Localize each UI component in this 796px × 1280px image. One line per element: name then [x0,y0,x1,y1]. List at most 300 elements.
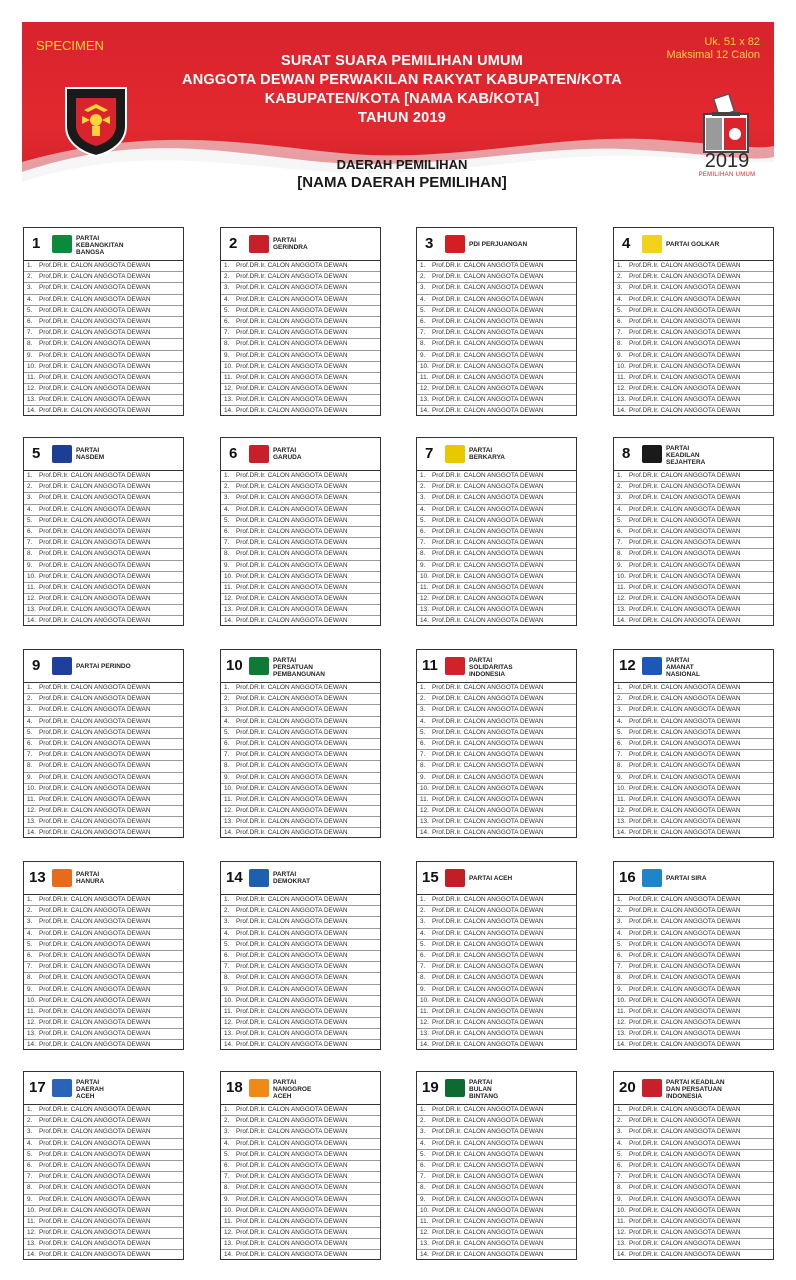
candidate-row[interactable] [614,1116,773,1127]
candidate-row[interactable] [221,1018,380,1029]
candidate-row[interactable] [417,1029,576,1040]
candidate-row[interactable] [417,728,576,739]
party-box-7[interactable] [416,437,577,626]
candidate-row[interactable] [221,362,380,373]
party-box-20[interactable] [613,1071,774,1260]
candidate-row[interactable] [221,351,380,362]
candidate-row[interactable] [417,471,576,482]
candidate-row[interactable] [221,295,380,306]
candidate-row[interactable] [24,795,183,806]
candidate-row[interactable] [221,583,380,594]
party-box-3[interactable] [416,227,577,416]
candidate-row[interactable] [24,694,183,705]
candidate-row[interactable] [614,728,773,739]
party-header[interactable] [417,1072,576,1105]
candidate-row[interactable] [614,272,773,283]
candidate-row[interactable] [221,683,380,694]
candidate-row[interactable] [24,1239,183,1250]
candidate-row[interactable] [417,985,576,996]
candidate-row[interactable] [614,929,773,940]
candidate-row[interactable] [24,362,183,373]
party-box-5[interactable] [23,437,184,626]
party-box-4[interactable] [613,227,774,416]
candidate-row[interactable] [24,1040,183,1051]
party-box-2[interactable] [220,227,381,416]
candidate-row[interactable] [221,694,380,705]
candidate-row[interactable] [24,750,183,761]
candidate-row[interactable] [221,605,380,616]
candidate-row[interactable] [417,951,576,962]
candidate-row[interactable] [417,906,576,917]
candidate-row[interactable] [614,561,773,572]
candidate-row[interactable] [417,784,576,795]
party-header[interactable] [417,228,576,261]
candidate-row[interactable] [221,406,380,417]
candidate-row[interactable] [614,906,773,917]
candidate-row[interactable] [221,328,380,339]
candidate-row[interactable] [614,1172,773,1183]
candidate-row[interactable] [221,505,380,516]
candidate-row[interactable] [417,561,576,572]
candidate-row[interactable] [417,683,576,694]
candidate-row[interactable] [221,817,380,828]
candidate-row[interactable] [24,339,183,350]
candidate-row[interactable] [24,705,183,716]
candidate-row[interactable] [614,973,773,984]
candidate-row[interactable] [24,538,183,549]
candidate-row[interactable] [24,761,183,772]
candidate-row[interactable] [614,616,773,627]
party-header[interactable] [221,228,380,261]
party-box-18[interactable] [220,1071,381,1260]
candidate-row[interactable] [24,940,183,951]
candidate-row[interactable] [24,1250,183,1261]
candidate-row[interactable] [24,516,183,527]
candidate-row[interactable] [221,1206,380,1217]
candidate-row[interactable] [614,317,773,328]
candidate-row[interactable] [614,1040,773,1051]
candidate-row[interactable] [221,384,380,395]
candidate-row[interactable] [221,306,380,317]
candidate-row[interactable] [417,1116,576,1127]
candidate-row[interactable] [614,717,773,728]
candidate-row[interactable] [614,351,773,362]
candidate-row[interactable] [221,739,380,750]
candidate-row[interactable] [221,1040,380,1051]
candidate-row[interactable] [221,1105,380,1116]
candidate-row[interactable] [417,351,576,362]
candidate-row[interactable] [24,493,183,504]
candidate-row[interactable] [417,1228,576,1239]
candidate-row[interactable] [417,694,576,705]
candidate-row[interactable] [417,717,576,728]
candidate-row[interactable] [24,951,183,962]
candidate-row[interactable] [614,295,773,306]
candidate-row[interactable] [24,996,183,1007]
candidate-row[interactable] [221,1239,380,1250]
candidate-row[interactable] [417,317,576,328]
candidate-row[interactable] [417,583,576,594]
candidate-row[interactable] [417,328,576,339]
candidate-row[interactable] [24,1139,183,1150]
candidate-row[interactable] [221,1195,380,1206]
candidate-row[interactable] [221,594,380,605]
candidate-row[interactable] [221,1116,380,1127]
candidate-row[interactable] [614,1250,773,1261]
candidate-row[interactable] [417,795,576,806]
candidate-row[interactable] [24,295,183,306]
candidate-row[interactable] [221,705,380,716]
candidate-row[interactable] [614,516,773,527]
candidate-row[interactable] [614,1127,773,1138]
candidate-row[interactable] [614,384,773,395]
candidate-row[interactable] [221,973,380,984]
candidate-row[interactable] [417,395,576,406]
candidate-row[interactable] [24,384,183,395]
candidate-row[interactable] [417,962,576,973]
candidate-row[interactable] [614,493,773,504]
candidate-row[interactable] [614,1018,773,1029]
candidate-row[interactable] [24,739,183,750]
candidate-row[interactable] [614,395,773,406]
party-box-15[interactable] [416,861,577,1050]
candidate-row[interactable] [221,516,380,527]
candidate-row[interactable] [614,750,773,761]
candidate-row[interactable] [417,594,576,605]
candidate-row[interactable] [614,362,773,373]
candidate-row[interactable] [24,1206,183,1217]
candidate-row[interactable] [221,272,380,283]
candidate-row[interactable] [221,940,380,951]
candidate-row[interactable] [614,996,773,1007]
candidate-row[interactable] [417,339,576,350]
party-box-16[interactable] [613,861,774,1050]
candidate-row[interactable] [614,482,773,493]
candidate-row[interactable] [614,1161,773,1172]
candidate-row[interactable] [614,1195,773,1206]
candidate-row[interactable] [221,1217,380,1228]
party-header[interactable] [417,438,576,471]
candidate-row[interactable] [614,572,773,583]
party-header[interactable] [417,650,576,683]
candidate-row[interactable] [417,705,576,716]
candidate-row[interactable] [24,1217,183,1228]
party-header[interactable] [24,862,183,895]
candidate-row[interactable] [417,1195,576,1206]
candidate-row[interactable] [24,272,183,283]
candidate-row[interactable] [24,527,183,538]
candidate-row[interactable] [417,384,576,395]
candidate-row[interactable] [24,583,183,594]
candidate-row[interactable] [221,1172,380,1183]
party-box-14[interactable] [220,861,381,1050]
candidate-row[interactable] [614,583,773,594]
candidate-row[interactable] [221,493,380,504]
candidate-row[interactable] [221,561,380,572]
candidate-row[interactable] [24,1029,183,1040]
candidate-row[interactable] [24,985,183,996]
candidate-row[interactable] [24,406,183,417]
candidate-row[interactable] [24,773,183,784]
candidate-row[interactable] [614,795,773,806]
candidate-row[interactable] [614,962,773,973]
candidate-row[interactable] [221,996,380,1007]
candidate-row[interactable] [24,973,183,984]
candidate-row[interactable] [417,1127,576,1138]
candidate-row[interactable] [24,717,183,728]
candidate-row[interactable] [417,828,576,839]
party-box-8[interactable] [613,437,774,626]
candidate-row[interactable] [614,917,773,928]
candidate-row[interactable] [221,761,380,772]
candidate-row[interactable] [417,1018,576,1029]
party-header[interactable] [221,862,380,895]
candidate-row[interactable] [221,784,380,795]
candidate-row[interactable] [221,951,380,962]
candidate-row[interactable] [417,1139,576,1150]
candidate-row[interactable] [24,1105,183,1116]
candidate-row[interactable] [417,1183,576,1194]
candidate-row[interactable] [24,482,183,493]
candidate-row[interactable] [417,549,576,560]
candidate-row[interactable] [24,1127,183,1138]
party-header[interactable] [417,862,576,895]
candidate-row[interactable] [24,261,183,272]
candidate-row[interactable] [417,1007,576,1018]
party-header[interactable] [614,650,773,683]
candidate-row[interactable] [24,1195,183,1206]
candidate-row[interactable] [221,317,380,328]
candidate-row[interactable] [417,1206,576,1217]
candidate-row[interactable] [221,1007,380,1018]
candidate-row[interactable] [24,1183,183,1194]
candidate-row[interactable] [417,516,576,527]
candidate-row[interactable] [221,283,380,294]
candidate-row[interactable] [24,806,183,817]
candidate-row[interactable] [221,1250,380,1261]
candidate-row[interactable] [221,538,380,549]
candidate-row[interactable] [221,527,380,538]
party-header[interactable] [221,1072,380,1105]
candidate-row[interactable] [24,1161,183,1172]
candidate-row[interactable] [417,750,576,761]
candidate-row[interactable] [221,750,380,761]
candidate-row[interactable] [614,951,773,962]
candidate-row[interactable] [24,616,183,627]
candidate-row[interactable] [221,395,380,406]
candidate-row[interactable] [417,817,576,828]
candidate-row[interactable] [417,917,576,928]
party-box-12[interactable] [613,649,774,838]
candidate-row[interactable] [24,917,183,928]
candidate-row[interactable] [24,505,183,516]
party-box-10[interactable] [220,649,381,838]
candidate-row[interactable] [417,261,576,272]
candidate-row[interactable] [614,705,773,716]
candidate-row[interactable] [24,395,183,406]
candidate-row[interactable] [417,940,576,951]
candidate-row[interactable] [221,795,380,806]
candidate-row[interactable] [417,616,576,627]
candidate-row[interactable] [614,1150,773,1161]
candidate-row[interactable] [614,1029,773,1040]
candidate-row[interactable] [221,985,380,996]
candidate-row[interactable] [417,1040,576,1051]
candidate-row[interactable] [417,283,576,294]
candidate-row[interactable] [417,806,576,817]
candidate-row[interactable] [221,1029,380,1040]
candidate-row[interactable] [417,1239,576,1250]
party-header[interactable] [614,1072,773,1105]
candidate-row[interactable] [417,493,576,504]
candidate-row[interactable] [614,739,773,750]
candidate-row[interactable] [24,605,183,616]
candidate-row[interactable] [24,895,183,906]
candidate-row[interactable] [221,549,380,560]
candidate-row[interactable] [24,471,183,482]
candidate-row[interactable] [614,549,773,560]
candidate-row[interactable] [614,828,773,839]
candidate-row[interactable] [24,1007,183,1018]
candidate-row[interactable] [417,295,576,306]
party-header[interactable] [24,1072,183,1105]
candidate-row[interactable] [614,1007,773,1018]
candidate-row[interactable] [417,527,576,538]
candidate-row[interactable] [24,683,183,694]
candidate-row[interactable] [614,373,773,384]
candidate-row[interactable] [614,694,773,705]
candidate-row[interactable] [221,1161,380,1172]
candidate-row[interactable] [221,895,380,906]
candidate-row[interactable] [417,1172,576,1183]
candidate-row[interactable] [221,773,380,784]
candidate-row[interactable] [24,1228,183,1239]
candidate-row[interactable] [221,806,380,817]
candidate-row[interactable] [417,306,576,317]
candidate-row[interactable] [614,683,773,694]
party-header[interactable] [24,228,183,261]
candidate-row[interactable] [417,1150,576,1161]
party-box-6[interactable] [220,437,381,626]
candidate-row[interactable] [24,784,183,795]
candidate-row[interactable] [221,962,380,973]
candidate-row[interactable] [614,605,773,616]
candidate-row[interactable] [417,773,576,784]
candidate-row[interactable] [24,572,183,583]
candidate-row[interactable] [221,1228,380,1239]
candidate-row[interactable] [24,1116,183,1127]
candidate-row[interactable] [417,996,576,1007]
candidate-row[interactable] [24,906,183,917]
candidate-row[interactable] [417,482,576,493]
candidate-row[interactable] [417,929,576,940]
candidate-row[interactable] [614,761,773,772]
party-box-9[interactable] [23,649,184,838]
candidate-row[interactable] [221,482,380,493]
candidate-row[interactable] [417,505,576,516]
candidate-row[interactable] [417,895,576,906]
candidate-row[interactable] [614,527,773,538]
candidate-row[interactable] [221,717,380,728]
candidate-row[interactable] [24,594,183,605]
candidate-row[interactable] [417,362,576,373]
party-box-1[interactable] [23,227,184,416]
candidate-row[interactable] [417,373,576,384]
party-header[interactable] [614,862,773,895]
candidate-row[interactable] [614,283,773,294]
candidate-row[interactable] [614,806,773,817]
candidate-row[interactable] [221,828,380,839]
candidate-row[interactable] [417,272,576,283]
party-header[interactable] [614,438,773,471]
candidate-row[interactable] [614,328,773,339]
candidate-row[interactable] [614,471,773,482]
candidate-row[interactable] [614,1228,773,1239]
candidate-row[interactable] [24,328,183,339]
party-header[interactable] [24,438,183,471]
candidate-row[interactable] [24,561,183,572]
candidate-row[interactable] [24,1172,183,1183]
party-header[interactable] [614,228,773,261]
candidate-row[interactable] [417,605,576,616]
candidate-row[interactable] [221,572,380,583]
candidate-row[interactable] [614,1105,773,1116]
candidate-row[interactable] [614,1183,773,1194]
candidate-row[interactable] [24,929,183,940]
candidate-row[interactable] [221,616,380,627]
candidate-row[interactable] [221,906,380,917]
candidate-row[interactable] [221,728,380,739]
party-header[interactable] [221,438,380,471]
candidate-row[interactable] [24,1150,183,1161]
candidate-row[interactable] [417,1217,576,1228]
candidate-row[interactable] [614,895,773,906]
candidate-row[interactable] [221,917,380,928]
candidate-row[interactable] [614,538,773,549]
candidate-row[interactable] [417,973,576,984]
candidate-row[interactable] [221,339,380,350]
candidate-row[interactable] [614,1239,773,1250]
candidate-row[interactable] [417,1250,576,1261]
candidate-row[interactable] [417,406,576,417]
candidate-row[interactable] [614,406,773,417]
candidate-row[interactable] [417,572,576,583]
candidate-row[interactable] [24,728,183,739]
candidate-row[interactable] [221,471,380,482]
candidate-row[interactable] [614,505,773,516]
candidate-row[interactable] [614,784,773,795]
candidate-row[interactable] [221,929,380,940]
candidate-row[interactable] [221,1127,380,1138]
party-box-19[interactable] [416,1071,577,1260]
candidate-row[interactable] [221,1139,380,1150]
candidate-row[interactable] [614,817,773,828]
candidate-row[interactable] [24,351,183,362]
candidate-row[interactable] [614,773,773,784]
candidate-row[interactable] [417,538,576,549]
candidate-row[interactable] [24,828,183,839]
candidate-row[interactable] [24,283,183,294]
candidate-row[interactable] [24,1018,183,1029]
candidate-row[interactable] [614,1206,773,1217]
party-box-13[interactable] [23,861,184,1050]
candidate-row[interactable] [221,373,380,384]
candidate-row[interactable] [614,1217,773,1228]
candidate-row[interactable] [614,940,773,951]
candidate-row[interactable] [614,1139,773,1150]
candidate-row[interactable] [614,985,773,996]
party-box-11[interactable] [416,649,577,838]
